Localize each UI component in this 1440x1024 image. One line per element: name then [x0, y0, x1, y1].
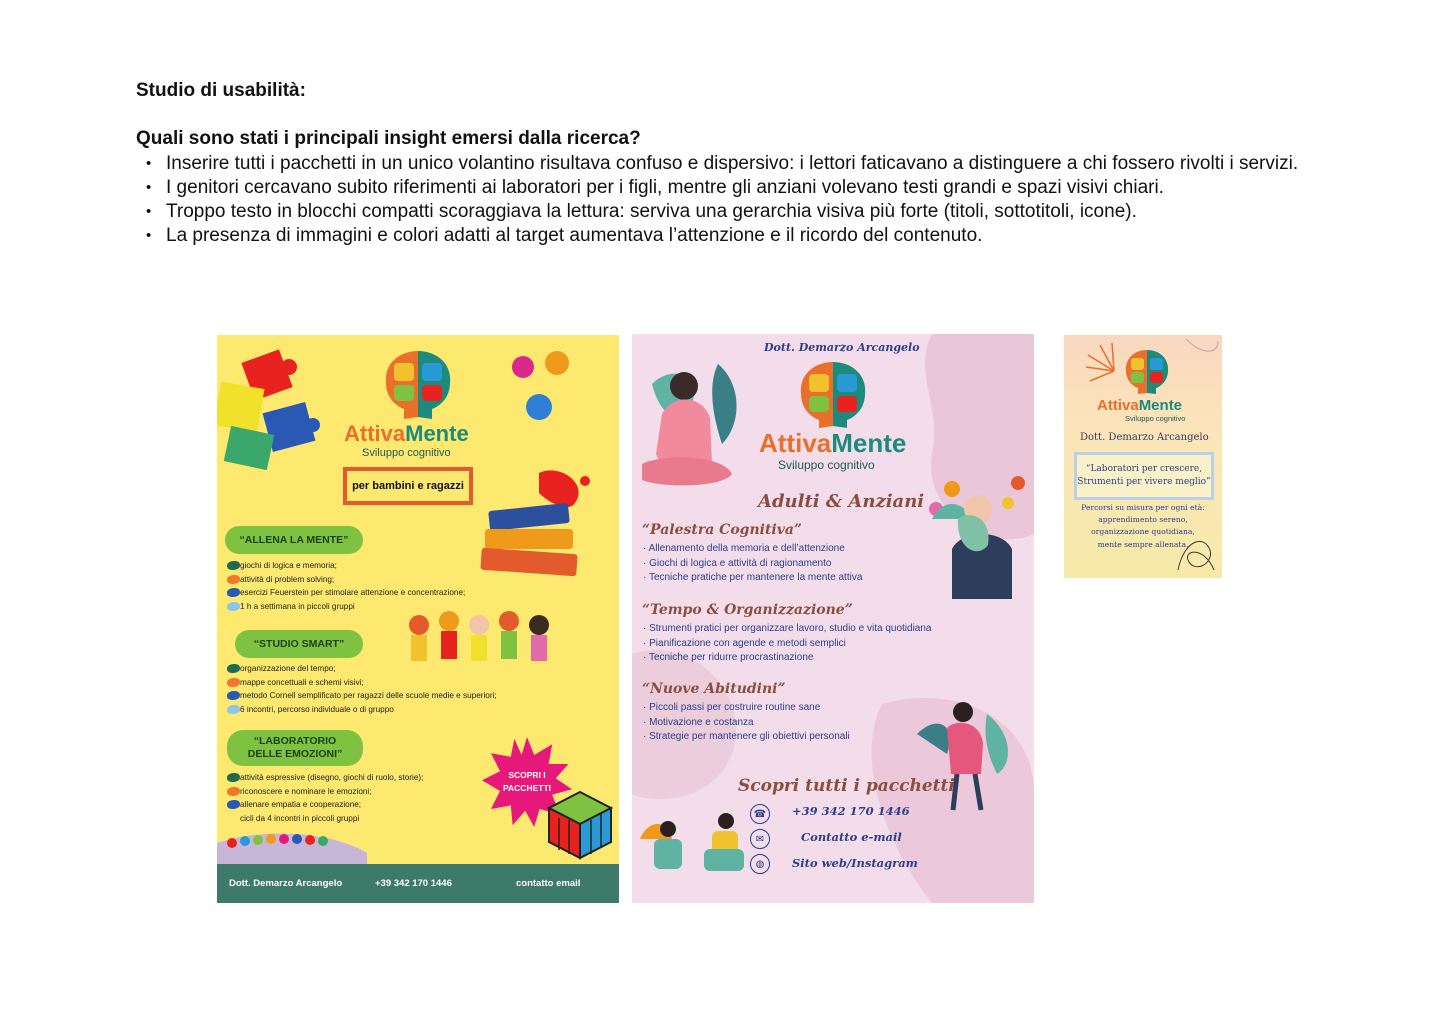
flyer-kids: [217, 335, 619, 903]
research-question: Quali sono stati i principali insight emersi dalla ricerca?: [136, 128, 641, 149]
footer-phone[interactable]: +39 342 170 1446: [375, 878, 452, 889]
insight-item: • I genitori cercavano subito riferimenti ai laboratori per i figli, mentre gli anziani volevano testi grandi e spazi visivi chiari.: [136, 176, 1306, 200]
section-title-tempo: “Tempo & Organizzazione”: [642, 602, 853, 618]
list-item: 6 incontri, percorso individuale o di gruppo: [227, 703, 497, 717]
books-illustration: [479, 463, 599, 583]
card-quote: “Laboratori per crescere, Strumenti per vivere meglio”: [1074, 452, 1214, 500]
section-title-emozioni: “LABORATORIO DELLE EMOZIONI”: [227, 730, 363, 766]
flyer-adults: [632, 334, 1034, 903]
list-item: · Piccoli passi per costruire routine sane: [643, 701, 850, 716]
brain-logo-icon: [795, 358, 871, 430]
list-item: organizzazione del tempo;: [227, 662, 497, 676]
adults-web[interactable]: Sito web/Instagram: [792, 856, 918, 870]
adults-email[interactable]: Contatto e-mail: [801, 830, 902, 844]
sun-rays-decoration: [1084, 341, 1124, 391]
section-list-studio: [227, 662, 497, 716]
brain-logo-icon: [1122, 347, 1172, 395]
phone-icon: ☎: [750, 804, 770, 824]
brand-name: AttivaMente: [759, 428, 907, 458]
people-talking-illustration: [638, 799, 748, 879]
list-item: · Tecniche per ridurre procrastinazione: [643, 651, 931, 666]
section-title-abitudini: “Nuove Abitudini”: [642, 681, 786, 697]
brain-logo-icon: [380, 347, 456, 421]
section-title-studio: “STUDIO SMART”: [235, 630, 363, 658]
list-item: metodo Cornell semplificato per ragazzi delle scuole medie e superiori;: [227, 689, 497, 703]
section-list-palestra: [643, 542, 862, 586]
mail-icon: ✉: [750, 829, 770, 849]
flyer-kids-footer: [217, 864, 619, 903]
list-item: · Tecniche pratiche per mantenere la mente attiva: [643, 571, 862, 586]
man-with-flowers-illustration: [922, 469, 1032, 599]
list-item: 1 h a settimana in piccoli gruppi: [227, 600, 465, 614]
footer-doctor: Dott. Demarzo Arcangelo: [229, 878, 343, 889]
hands-row-illustration: [217, 823, 367, 865]
list-item: riconoscere e nominare le emozioni;: [227, 785, 423, 799]
list-item: · Giochi di logica e attività di ragionamento: [643, 557, 862, 572]
section-title-palestra: “Palestra Cognitiva”: [642, 522, 802, 538]
list-item: allenare empatia e cooperazione;: [227, 798, 423, 812]
list-item: · Strumenti pratici per organizzare lavoro, studio e vita quotidiana: [643, 622, 931, 637]
globe-icon: ◍: [750, 854, 770, 874]
list-item: · Allenamento della memoria e dell’attenzione: [643, 542, 862, 557]
section-list-tempo: [643, 622, 931, 666]
brand-subtitle: Sviluppo cognitivo: [362, 447, 451, 459]
list-item: · Pianificazione con agende e metodi semplici: [643, 637, 931, 652]
brand-subtitle: Sviluppo cognitivo: [1125, 414, 1186, 423]
adults-phone[interactable]: +39 342 170 1446: [792, 804, 910, 818]
list-item: mappe concettuali e schemi visivi;: [227, 676, 497, 690]
page-title: Studio di usabilità:: [136, 80, 306, 101]
footer-email[interactable]: contatto email: [516, 878, 581, 889]
puzzle-pieces-illustration: [217, 345, 327, 475]
brand-name: AttivaMente: [1097, 397, 1183, 414]
section-title-allena: “ALLENA LA MENTE”: [225, 526, 363, 554]
hand-prints-illustration: [507, 345, 587, 425]
flyer-adults-doctor: Dott. Demarzo Arcangelo: [764, 341, 920, 354]
corner-curl-decoration: [1182, 335, 1222, 365]
woman-sitting-illustration: [917, 694, 1017, 814]
list-item: attività espressive (disegno, giochi di ruolo, storie);: [227, 771, 423, 785]
brand-name: AttivaMente: [344, 421, 469, 446]
list-item: attività di problem solving;: [227, 573, 465, 587]
insights-list: [136, 152, 1306, 248]
list-item: esercizi Feuerstein per stimolare attenzione e concentrazione;: [227, 586, 465, 600]
scopri-pacchetti-label: SCOPRI I PACCHETTI: [502, 770, 551, 793]
section-list-abitudini: [643, 701, 850, 745]
insight-item: • La presenza di immagini e colori adatti al target aumentava l’attenzione e il ricordo del contenuto.: [136, 224, 1306, 248]
brand-subtitle: Sviluppo cognitivo: [778, 458, 875, 472]
section-list-emozioni: [227, 771, 423, 825]
rubik-cube-icon: [547, 790, 613, 860]
card-description: Percorsi su misura per ogni età: apprendimento sereno, organizzazione quotidiana, mente sempre allenata.: [1081, 503, 1205, 549]
audience-tag: per bambini e ragazzi: [343, 467, 473, 505]
list-item: cicli da 4 incontri in piccoli gruppi: [227, 812, 423, 826]
cta-title[interactable]: Scopri tutti i pacchetti: [738, 776, 955, 796]
target-title: Adulti & Anziani: [758, 491, 925, 512]
list-item: · Motivazione e costanza: [643, 716, 850, 731]
card-doctor: Dott. Demarzo Arcangelo: [1080, 432, 1209, 443]
insight-item: • Inserire tutti i pacchetti in un unico volantino risultava confuso e dispersivo: i lettori faticavano a distinguere a chi fossero rivolti i servizi.: [136, 152, 1306, 176]
scribble-decoration: [1174, 530, 1218, 576]
insight-item: • Troppo testo in blocchi compatti scoraggiava la lettura: serviva una gerarchia visiva più forte (titoli, sottotitoli, icone).: [136, 200, 1306, 224]
flyer-card: [1064, 335, 1222, 578]
list-item: · Strategie per mantenere gli obiettivi personali: [643, 730, 850, 745]
list-item: giochi di logica e memoria;: [227, 559, 465, 573]
woman-meditating-illustration: [632, 354, 752, 504]
